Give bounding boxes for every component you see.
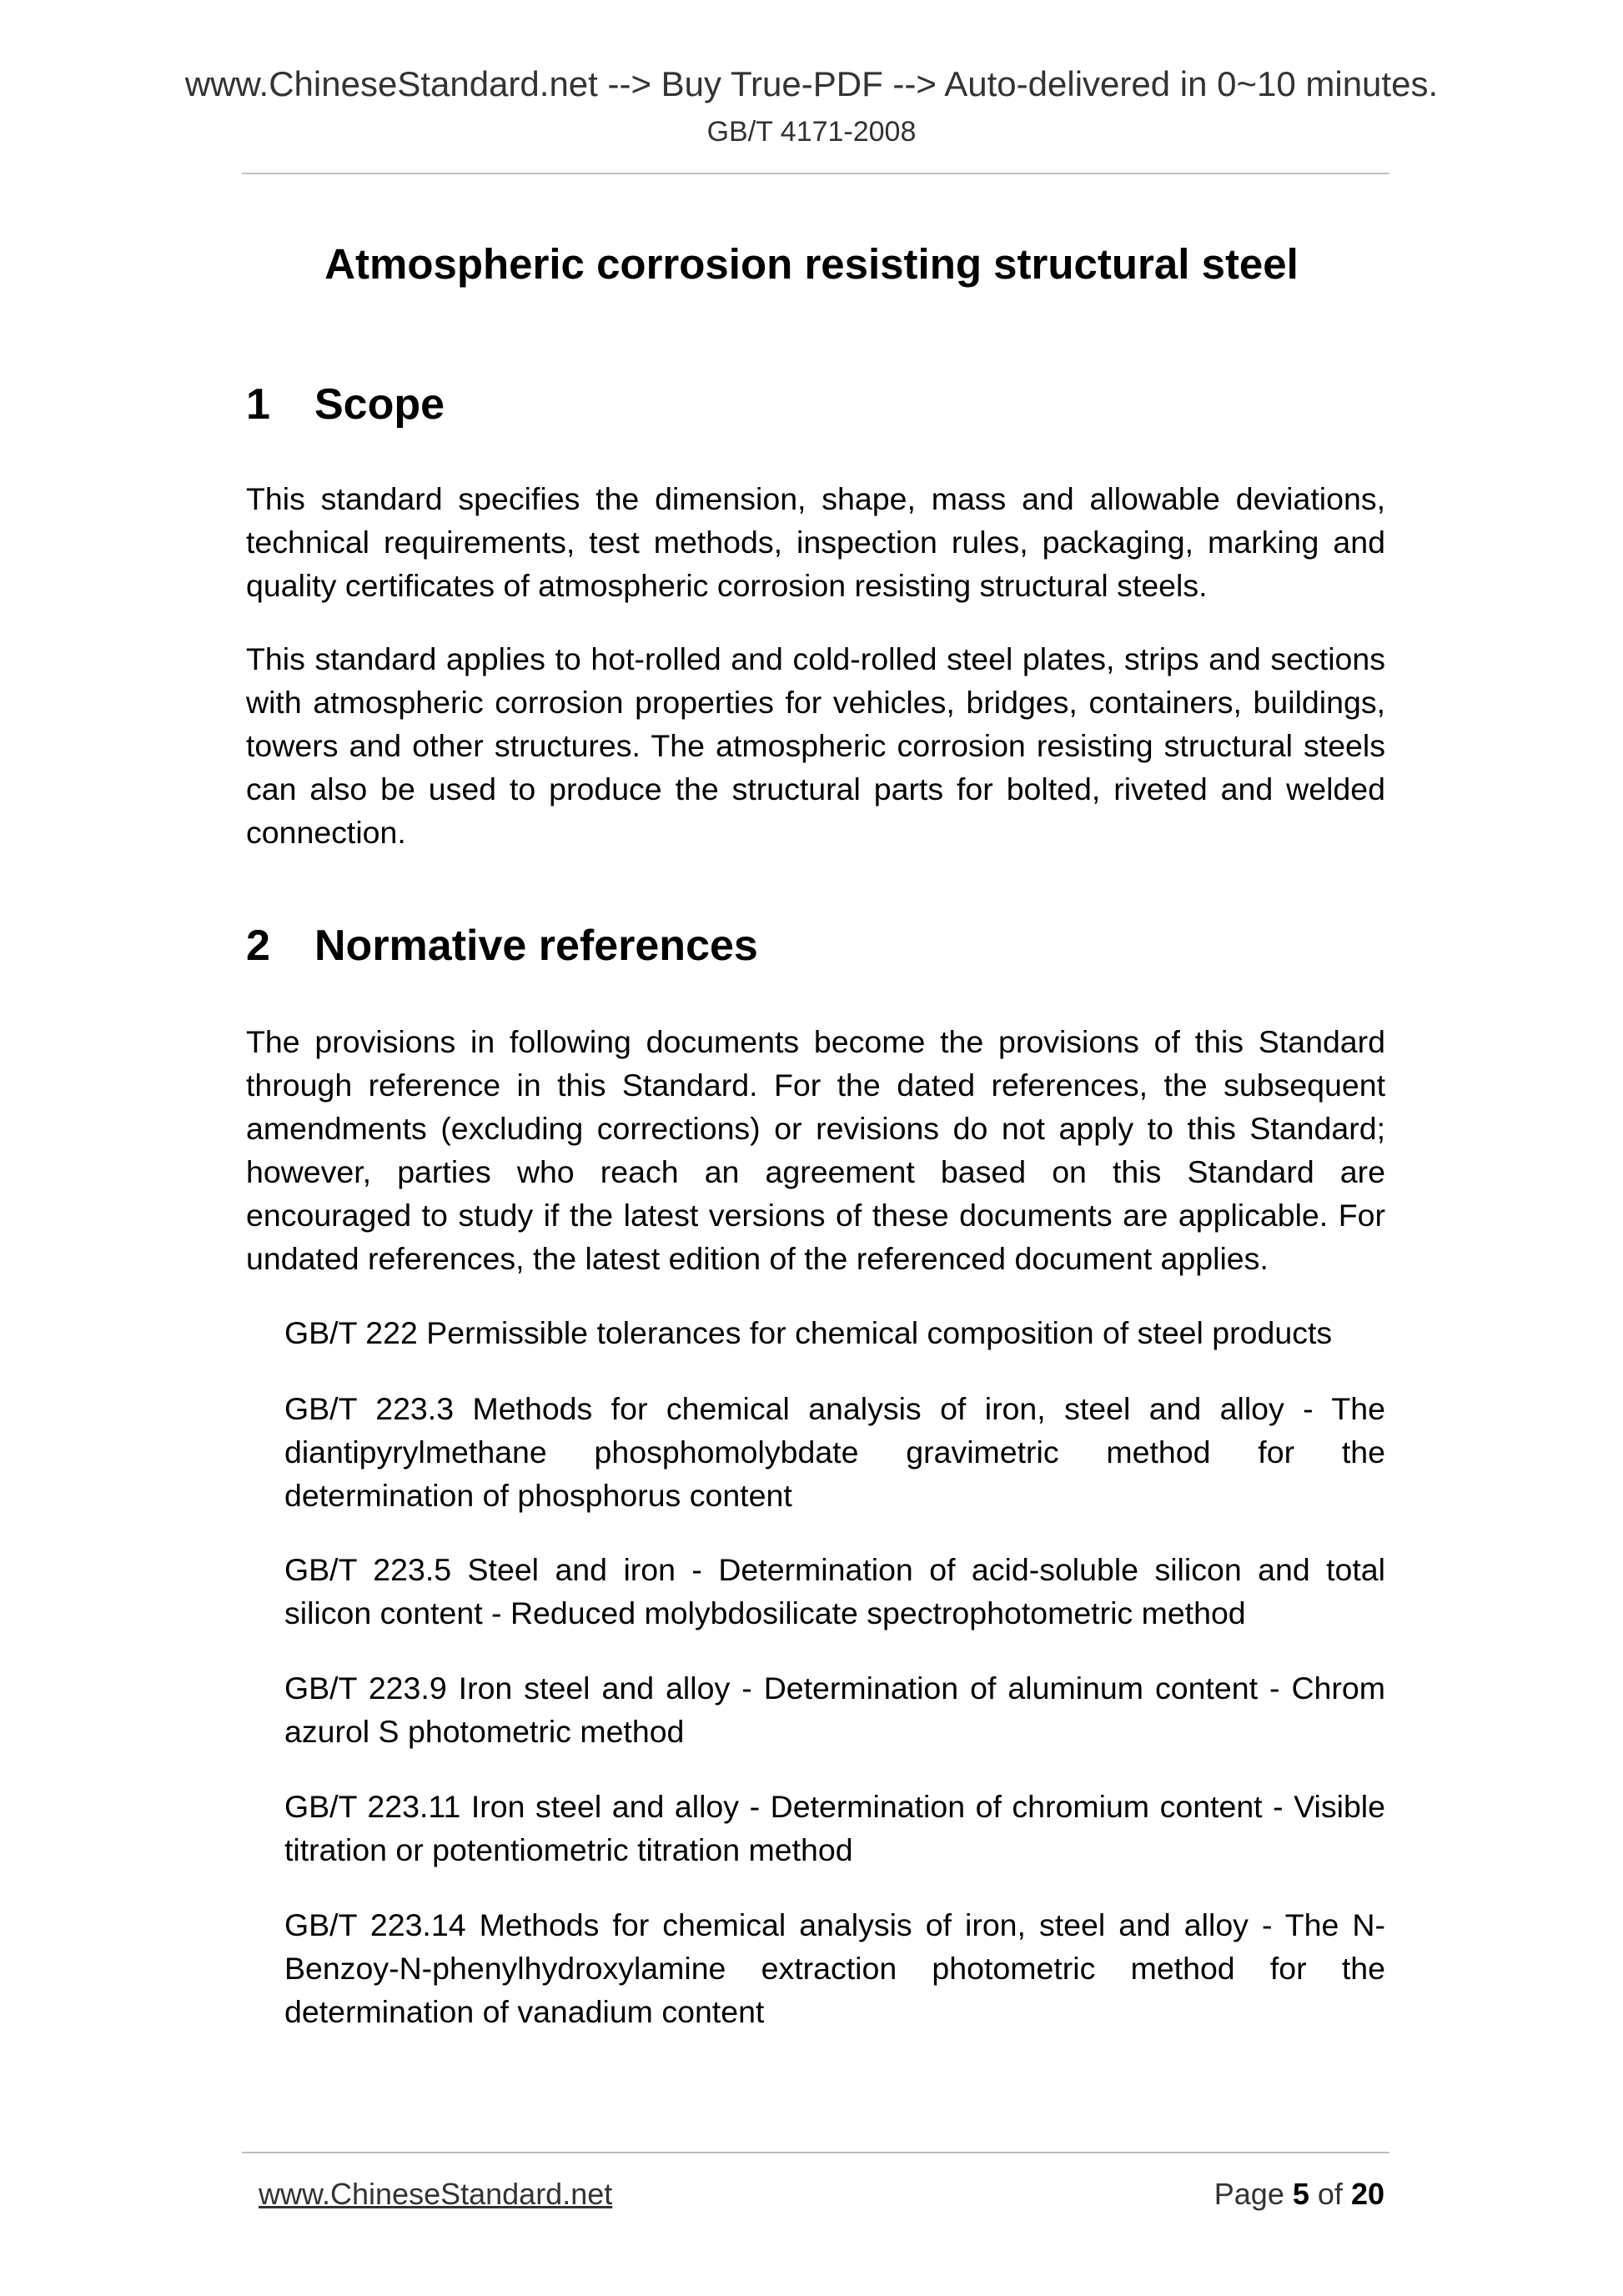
reference-item: GB/T 223.11 Iron steel and alloy - Determination of chromium content - Visible titration or potentiometric titration method: [284, 1789, 1385, 1867]
header-standard-id: GB/T 4171-2008: [706, 116, 917, 148]
page-current: 5: [1292, 2177, 1309, 2211]
scope-paragraph-1: This standard specifies the dimension, shape, mass and allowable deviations, technical requirements, test methods, inspection rules, packaging, marking and quality certificates of atmospheric corrosion resisting structural steels.: [246, 481, 1385, 603]
page-indicator: [1214, 2179, 1384, 2209]
reference-item: GB/T 223.5 Steel and iron - Determination of acid-soluble silicon and total silicon content - Reduced molybdosilicate spectrophotometric method: [284, 1552, 1385, 1630]
reference-item: GB/T 223.9 Iron steel and alloy - Determination of aluminum content - Chrom azurol S photometric method: [284, 1671, 1385, 1749]
section-heading-scope: [246, 380, 445, 429]
section-title: Scope: [314, 380, 445, 429]
section-title: Normative references: [314, 922, 758, 970]
section-number: 1: [246, 380, 270, 429]
scope-paragraph-2: This standard applies to hot-rolled and cold-rolled steel plates, strips and sections with atmospheric corrosion properties for vehicles, bridges, containers, buildings, towers and other structures. The atmospheric corrosion resisting structural steels can also be used to produce the structural parts for bolted, riveted and welded connection.: [246, 641, 1385, 850]
reference-item: GB/T 222 Permissible tolerances for chemical composition of steel products: [284, 1315, 1333, 1350]
page-of: of: [1317, 2177, 1343, 2211]
section-number: 2: [246, 922, 270, 970]
document-title: Atmospheric corrosion resisting structural steel: [324, 240, 1299, 288]
reference-item: GB/T 223.14 Methods for chemical analysis of iron, steel and alloy - The N-Benzoy-N-phenylhydroxylamine extraction photometric method for the determination of vanadium content: [284, 1907, 1385, 2029]
page-label: Page: [1213, 2177, 1284, 2211]
section-heading-normative-references: [246, 922, 758, 970]
footer-divider: [242, 2152, 1389, 2153]
header-divider: [242, 173, 1389, 174]
page-total: 20: [1350, 2177, 1384, 2211]
reference-item: GB/T 223.3 Methods for chemical analysis of iron, steel and alloy - The diantipyrylmethane phosphomolybdate gravimetric method for the determination of phosphorus content: [284, 1391, 1385, 1513]
normative-references-paragraph: The provisions in following documents become the provisions of this Standard through reference in this Standard. For the dated references, the subsequent amendments (excluding corrections) or revisions do not apply to this Standard; however, parties who reach an agreement based on this Standard are encouraged to study if the latest versions of these documents are applicable. For undated references, the latest edition of the referenced document applies.: [246, 1024, 1385, 1276]
header-banner: www.ChineseStandard.net --> Buy True-PDF --> Auto-delivered in 0~10 minutes.: [184, 64, 1439, 103]
footer-site-link[interactable]: www.ChineseStandard.net: [259, 2177, 613, 2211]
